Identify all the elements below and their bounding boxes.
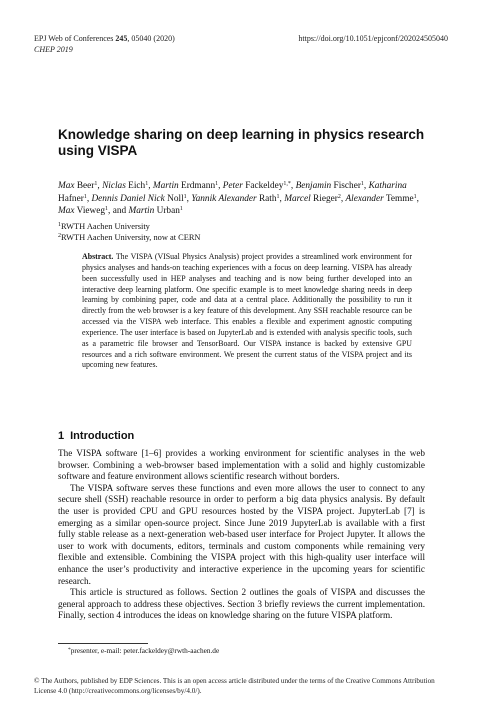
abstract-label: Abstract. xyxy=(82,252,114,261)
paper-title: Knowledge sharing on deep learning in physics research using VISPA xyxy=(58,127,425,158)
abstract-text: The VISPA (VISual Physics Analysis) project provides a streamlined work environment for physics analyses and hands-on teaching experiences with a focus on deep learning. VISPA has already been successfully used in HEP analyses and teaching and is now being further developed into an interactive deep learning platform. One specific example is to meet knowledge sharing needs in deep learning by combining paper, code and data at a central place. Additionally the possibility to run it directly from the web browser is a key feature of this development. Any SSH reachable resource can be accessed via the VISPA web interface. This enables a flexible and experiment agnostic computing experience. The user interface is based on JupyterLab and is extended with analysis specific tools, such as a parametric file browser and TensorBoard. Our VISPA instance is backed by extensive GPU resources and a rich software environment. We present the current status of the VISPA project and its upcoming new features. xyxy=(82,252,412,370)
author-list xyxy=(58,180,430,218)
author: Martin Urban$^1$ xyxy=(128,206,183,216)
author: Marcel Rieger$^2$, xyxy=(284,193,346,204)
author: Alexander Temme$^1$, xyxy=(345,193,419,204)
journal-volume: 245 xyxy=(115,34,128,43)
author: Peter Fackeldey$^{1,*}$, xyxy=(222,181,296,191)
author: Dennis Daniel Nick Noll$^1$, xyxy=(91,193,192,204)
section-body xyxy=(58,448,425,622)
author: Niclas Eich$^1$, xyxy=(102,181,153,191)
doi-link[interactable]: https://doi.org/10.1051/epjconf/202024505040 xyxy=(298,34,448,43)
author: Martin Erdmann$^1$, xyxy=(152,181,223,191)
section-heading xyxy=(58,430,134,443)
author: Katharina Hafner$^1$, xyxy=(58,181,407,204)
section-number: 1 xyxy=(58,430,65,442)
license-notice: © The Authors, published by EDP Sciences. This is an open access article distributed under the terms of the Creative Commons Attribution License 4.0 (http://creativecommons.org/licenses/by/4.0/). xyxy=(34,677,435,695)
author: Max Vieweg$^1$, and xyxy=(58,206,129,216)
footnote xyxy=(68,646,219,655)
author: Yannik Alexander Rath$^1$, xyxy=(191,193,285,204)
journal-prefix: EPJ Web of Conferences xyxy=(34,34,116,43)
abstract xyxy=(82,252,412,371)
affiliations xyxy=(58,221,430,243)
footnote-text: presenter, e-mail: peter.fackeldey@rwth-aachen.de xyxy=(70,646,220,655)
article-id: , 05040 (2020) xyxy=(127,34,175,43)
affiliation: $^1$RWTH Aachen University xyxy=(58,222,150,231)
running-header-left xyxy=(34,33,175,55)
footnote-mark: * xyxy=(68,647,71,653)
paragraph: This article is structured as follows. Section 2 outlines the goals of VISPA and discusses the general approach to address these objectives. Section 3 briefly reviews the current implementation. Finally, section 4 introduces the ideas on knowledge sharing on the future VISPA platform. xyxy=(58,587,425,621)
author: Benjamin Fischer$^1$, xyxy=(295,181,369,191)
footnote-rule xyxy=(58,643,148,644)
author: Max Beer$^1$, xyxy=(58,181,103,191)
journal-citation xyxy=(34,33,175,44)
affiliation: $^2$RWTH Aachen University, now at CERN xyxy=(58,233,201,242)
section-title: Introduction xyxy=(70,430,135,442)
paragraph: The VISPA software [1–6] provides a working environment for scientific analyses in the web browser. Combining a web-browser based implementation with a solid and highly customizable software and feature environment allows scientific research without borders. xyxy=(58,448,425,482)
paragraph: The VISPA software serves these functions and even more allows the user to connect to any secure shell (SSH) reachable resource in order to perform a big data physics analysis. By default the user is provided CPU and GPU resources hosted by the VISPA project. JupyterLab [7] is emerging as a similar open-source project. Since June 2019 JupyterLab is available with a first fully stable release as a next-generation web-based user interface for Project Jupyter. It allows the user to work with documents, editors, terminals and custom components while remaining very flexible and extensible. Combining the VISPA project with this high-quality user interface will enhance the user’s productivity and interactive experience in the upcoming years for scientific research. xyxy=(58,482,425,586)
conference-venue: CHEP 2019 xyxy=(34,45,73,54)
